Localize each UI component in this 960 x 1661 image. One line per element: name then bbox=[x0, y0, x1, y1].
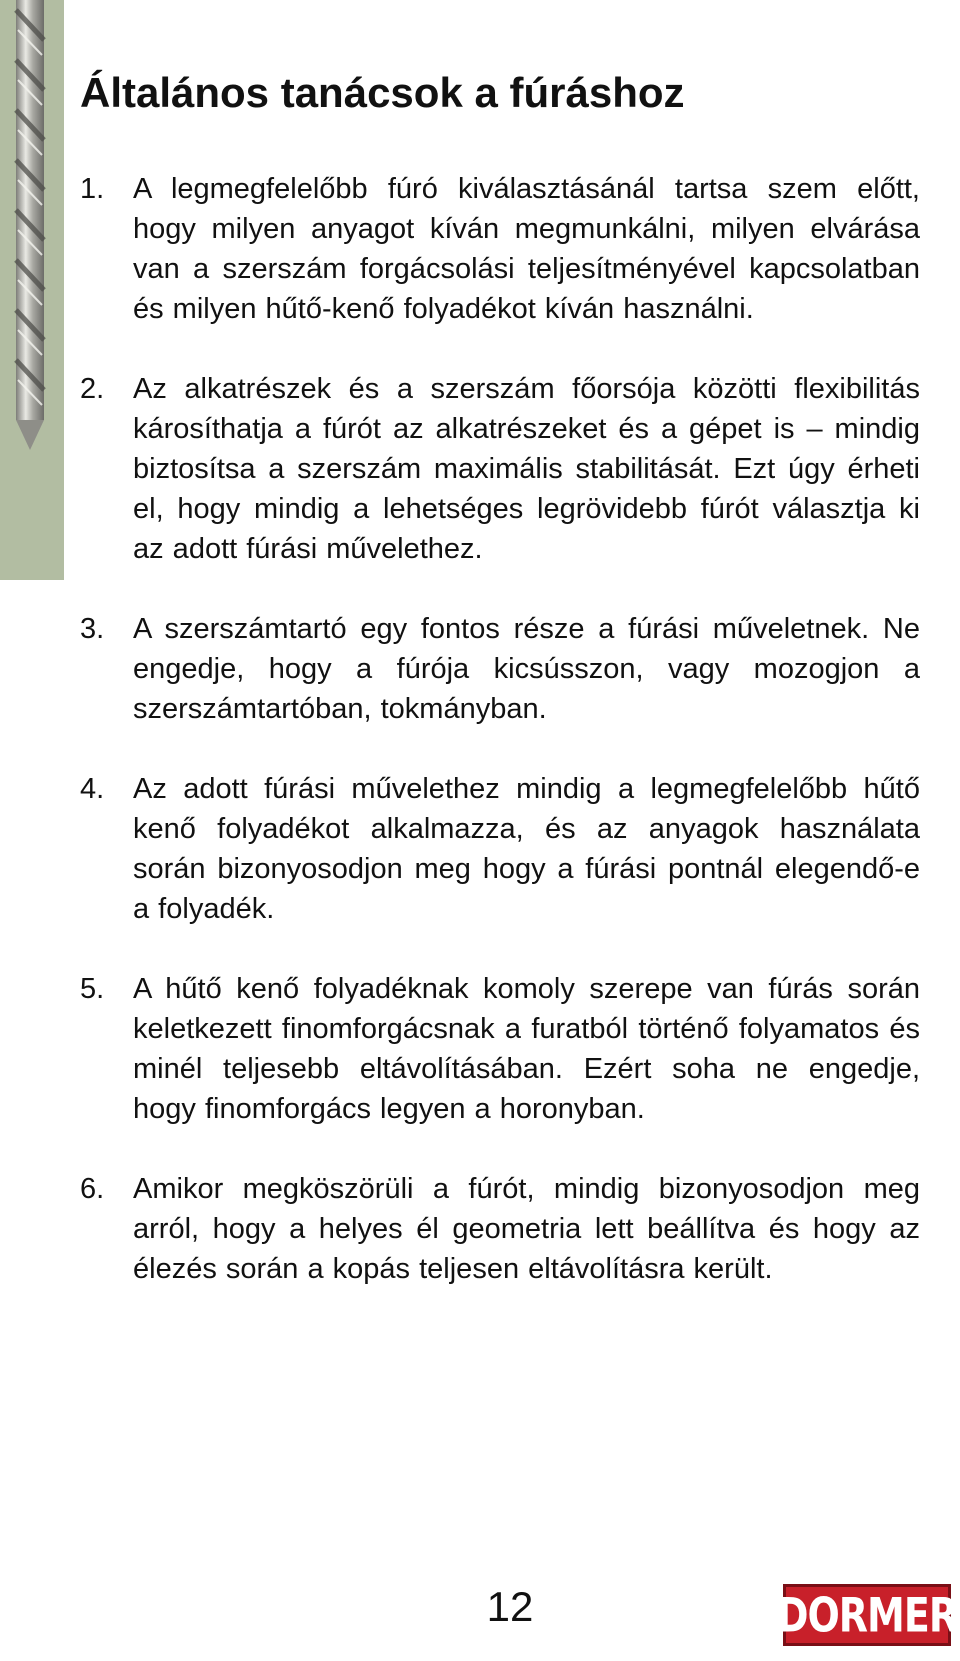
page-title: Általános tanácsok a fúráshoz bbox=[80, 69, 685, 116]
list-item-number: 5. bbox=[80, 973, 105, 1005]
list-item-text: A legmegfelelőbb fúró kiválasztásánál tartsa szem előtt, hogy milyen anyagot kíván megmunkálni, milyen elvárása van a szerszám forgácsolási teljesítményével kapcsolatban és milyen hűtő-kenő folyadékot kíván használni. bbox=[133, 173, 920, 325]
list-item bbox=[80, 169, 920, 329]
logo-text: DORMER bbox=[776, 1587, 958, 1643]
dormer-logo bbox=[776, 1584, 958, 1646]
list-item-number: 3. bbox=[80, 613, 105, 645]
list-item-text: A hűtő kenő folyadéknak komoly szerepe van fúrás során keletkezett finomforgácsnak a furatból történő folyamatos és minél teljesebb eltávolításában. Ezért soha ne engedje, hogy finomforgács legyen a horonyban. bbox=[133, 973, 920, 1125]
drill-bit-image bbox=[8, 0, 52, 450]
list-item-text: Amikor megköszörüli a fúrót, mindig bizonyosodjon meg arról, hogy a helyes él geometria lett beállítva és hogy az élezés során a kopás teljesen eltávolításra került. bbox=[133, 1173, 920, 1285]
list-item bbox=[80, 969, 920, 1129]
list-item-number: 4. bbox=[80, 773, 105, 805]
list-item-text: A szerszámtartó egy fontos része a fúrási műveletnek. Ne engedje, hogy a fúrója kicsússzon, vagy mozogjon a szerszámtartóban, tokmányban. bbox=[133, 613, 920, 725]
list-item bbox=[80, 369, 920, 569]
list-item-number: 6. bbox=[80, 1173, 105, 1205]
list-item-number: 1. bbox=[80, 173, 105, 205]
list-item bbox=[80, 1169, 920, 1289]
list-item-text: Az alkatrészek és a szerszám főorsója közötti flexibilitás károsíthatja a fúrót az alkatrészeket és a gépet is – mindig biztosítsa a szerszám maximális stabilitását. Ezt úgy érheti el, hogy mindig a lehetséges legrövidebb fúrót választja ki az adott fúrási művelethez. bbox=[133, 373, 920, 565]
side-decoration-strip bbox=[0, 0, 64, 580]
list-item-text: Az adott fúrási művelethez mindig a legmegfelelőbb hűtő kenő folyadékot alkalmazza, és az anyagok használata során bizonyosodjon meg hogy a fúrási pontnál elegendő-e a folyadék. bbox=[133, 773, 920, 925]
list-item bbox=[80, 769, 920, 929]
page-number: 12 bbox=[486, 1583, 534, 1630]
list-item-number: 2. bbox=[80, 373, 105, 405]
tips-list bbox=[80, 169, 920, 1329]
list-item bbox=[80, 609, 920, 729]
